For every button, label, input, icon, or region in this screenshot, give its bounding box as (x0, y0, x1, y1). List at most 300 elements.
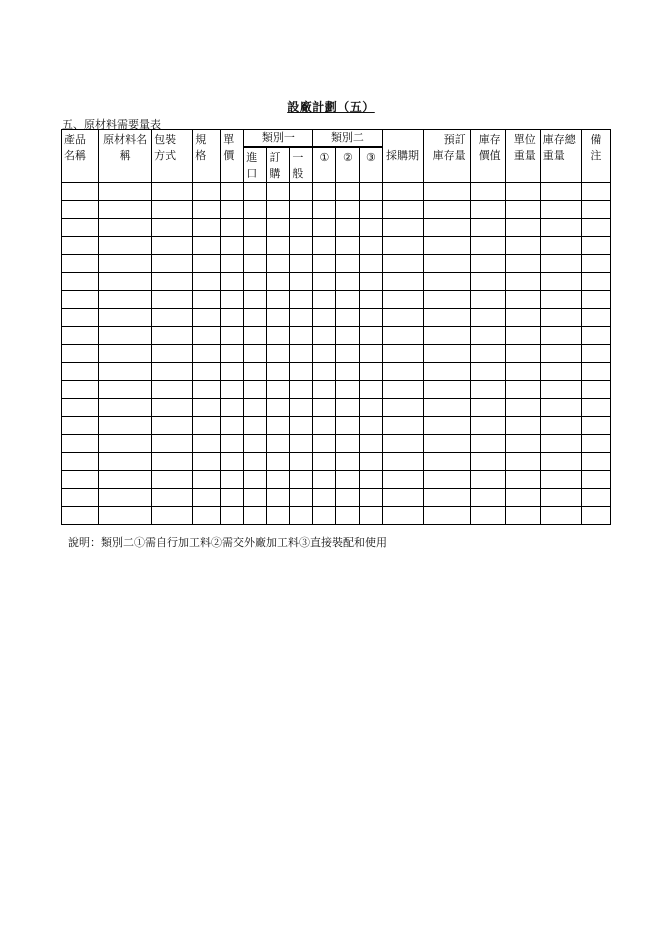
table-row (62, 201, 611, 219)
table-cell (505, 453, 540, 471)
table-cell (267, 237, 290, 255)
table-cell (267, 471, 290, 489)
table-cell (193, 219, 221, 237)
table-cell (244, 255, 267, 273)
table-cell (360, 255, 382, 273)
table-row (62, 381, 611, 399)
table-cell (193, 507, 221, 525)
table-cell (290, 381, 313, 399)
table-cell (313, 291, 336, 309)
table-cell (382, 309, 423, 327)
table-cell (313, 237, 336, 255)
table-cell (152, 201, 193, 219)
table-cell (360, 399, 382, 417)
table-cell (290, 201, 313, 219)
table-subtitle: 五、原材料需要量表 (62, 118, 161, 131)
table-cell (423, 417, 470, 435)
table-cell (221, 255, 244, 273)
table-cell (423, 471, 470, 489)
table-cell (221, 327, 244, 345)
table-cell (290, 309, 313, 327)
table-cell (62, 453, 99, 471)
table-cell (336, 219, 360, 237)
table-cell (313, 309, 336, 327)
table-cell (540, 345, 581, 363)
table-cell (99, 291, 152, 309)
table-cell (152, 435, 193, 453)
table-cell (423, 183, 470, 201)
table-cell (505, 417, 540, 435)
table-cell (313, 453, 336, 471)
table-cell (540, 309, 581, 327)
table-cell (244, 273, 267, 291)
table-cell (62, 489, 99, 507)
table-cell (152, 327, 193, 345)
table-cell (290, 417, 313, 435)
table-cell (360, 489, 382, 507)
table-cell (360, 417, 382, 435)
table-cell (505, 507, 540, 525)
table-cell (505, 489, 540, 507)
material-requirement-table (61, 129, 611, 525)
table-cell (423, 453, 470, 471)
table-cell (313, 507, 336, 525)
table-cell (152, 273, 193, 291)
table-cell (313, 435, 336, 453)
table-cell (336, 255, 360, 273)
table-cell (244, 363, 267, 381)
table-cell (336, 237, 360, 255)
table-note: 說明：類別二①需自行加工料②需交外廠加工料③直接裝配和使用 (68, 536, 387, 549)
table-cell (99, 345, 152, 363)
table-row (62, 291, 611, 309)
table-row (62, 237, 611, 255)
table-cell (221, 381, 244, 399)
table-cell (336, 201, 360, 219)
table-cell (336, 273, 360, 291)
table-cell (505, 219, 540, 237)
header-cat1-general: 一 般 (290, 148, 313, 183)
table-cell (290, 219, 313, 237)
table-cell (267, 291, 290, 309)
table-cell (423, 399, 470, 417)
table-cell (423, 291, 470, 309)
table-cell (221, 489, 244, 507)
table-cell (505, 345, 540, 363)
header-planned-stock: 預訂 庫存量 (423, 130, 470, 183)
table-cell (423, 381, 470, 399)
table-cell (290, 489, 313, 507)
table-cell (581, 435, 610, 453)
table-cell (152, 453, 193, 471)
table-cell (244, 417, 267, 435)
table-cell (382, 273, 423, 291)
table-cell (99, 399, 152, 417)
table-cell (382, 435, 423, 453)
table-cell (360, 219, 382, 237)
table-cell (336, 363, 360, 381)
table-cell (470, 471, 505, 489)
table-cell (505, 327, 540, 345)
table-cell (221, 273, 244, 291)
table-cell (99, 183, 152, 201)
table-cell (336, 381, 360, 399)
table-cell (581, 489, 610, 507)
header-category-1: 類別一 (244, 130, 313, 148)
table-cell (267, 201, 290, 219)
table-cell (360, 183, 382, 201)
table-cell (152, 471, 193, 489)
header-cat2-2: ② (336, 148, 360, 183)
table-cell (360, 237, 382, 255)
table-cell (267, 507, 290, 525)
table-cell (221, 201, 244, 219)
table-cell (193, 399, 221, 417)
table-cell (360, 471, 382, 489)
table-cell (540, 399, 581, 417)
table-cell (221, 399, 244, 417)
table-cell (152, 381, 193, 399)
table-cell (221, 291, 244, 309)
table-cell (540, 255, 581, 273)
table-cell (62, 183, 99, 201)
table-cell (290, 363, 313, 381)
table-cell (540, 291, 581, 309)
table-cell (505, 201, 540, 219)
table-cell (244, 345, 267, 363)
table-cell (505, 237, 540, 255)
table-cell (221, 237, 244, 255)
table-cell (470, 183, 505, 201)
table-cell (221, 363, 244, 381)
table-cell (99, 255, 152, 273)
header-purchase-period: 採購期 (382, 130, 423, 183)
table-cell (244, 435, 267, 453)
table-cell (505, 471, 540, 489)
table-cell (505, 309, 540, 327)
table-cell (244, 327, 267, 345)
header-cat2-1: ① (313, 148, 336, 183)
table-cell (470, 255, 505, 273)
table-cell (244, 489, 267, 507)
table-cell (423, 255, 470, 273)
table-cell (193, 381, 221, 399)
table-cell (540, 363, 581, 381)
table-cell (313, 363, 336, 381)
table-cell (313, 183, 336, 201)
table-cell (382, 291, 423, 309)
table-cell (581, 237, 610, 255)
table-cell (540, 237, 581, 255)
header-material-name: 原材料名 稱 (99, 130, 152, 183)
table-cell (313, 489, 336, 507)
table-cell (313, 255, 336, 273)
table-cell (470, 435, 505, 453)
table-cell (62, 309, 99, 327)
table-cell (267, 381, 290, 399)
table-cell (423, 327, 470, 345)
table-cell (313, 381, 336, 399)
table-cell (470, 345, 505, 363)
table-cell (152, 237, 193, 255)
table-cell (382, 399, 423, 417)
header-cat1-import: 進 口 (244, 148, 267, 183)
table-cell (423, 489, 470, 507)
table-cell (290, 435, 313, 453)
table-cell (193, 255, 221, 273)
table-cell (267, 219, 290, 237)
table-cell (99, 381, 152, 399)
table-cell (470, 201, 505, 219)
table-cell (360, 363, 382, 381)
table-cell (152, 219, 193, 237)
table-cell (360, 435, 382, 453)
table-cell (99, 363, 152, 381)
table-cell (267, 363, 290, 381)
table-cell (244, 183, 267, 201)
table-cell (244, 399, 267, 417)
table-row (62, 309, 611, 327)
table-cell (382, 453, 423, 471)
table-row (62, 399, 611, 417)
table-cell (470, 273, 505, 291)
header-cat1-order: 訂 購 (267, 148, 290, 183)
header-cat2-3: ③ (360, 148, 382, 183)
table-row (62, 471, 611, 489)
table-cell (581, 399, 610, 417)
table-cell (221, 435, 244, 453)
table-cell (244, 219, 267, 237)
table-cell (313, 345, 336, 363)
table-cell (193, 201, 221, 219)
table-cell (470, 489, 505, 507)
table-cell (221, 183, 244, 201)
table-cell (382, 363, 423, 381)
table-cell (382, 255, 423, 273)
table-cell (62, 201, 99, 219)
table-cell (470, 291, 505, 309)
table-cell (382, 327, 423, 345)
table-cell (290, 471, 313, 489)
header-total-weight: 庫存總 重量 (540, 130, 581, 183)
table-cell (267, 453, 290, 471)
table-cell (152, 507, 193, 525)
table-cell (470, 453, 505, 471)
table-cell (152, 363, 193, 381)
table-cell (267, 255, 290, 273)
table-cell (99, 417, 152, 435)
table-cell (193, 453, 221, 471)
table-cell (313, 417, 336, 435)
table-cell (382, 471, 423, 489)
table-cell (336, 453, 360, 471)
table-row (62, 417, 611, 435)
table-cell (581, 381, 610, 399)
table-row (62, 219, 611, 237)
table-cell (505, 273, 540, 291)
table-cell (99, 273, 152, 291)
table-cell (360, 453, 382, 471)
table-cell (470, 309, 505, 327)
table-cell (540, 273, 581, 291)
table-cell (360, 327, 382, 345)
table-cell (267, 345, 290, 363)
table-cell (423, 273, 470, 291)
header-unit-price: 單 價 (221, 130, 244, 183)
table-cell (99, 471, 152, 489)
table-cell (382, 183, 423, 201)
table-cell (99, 489, 152, 507)
table-cell (336, 291, 360, 309)
table-cell (313, 219, 336, 237)
table-cell (581, 363, 610, 381)
table-cell (290, 507, 313, 525)
table-cell (290, 255, 313, 273)
header-packaging: 包裝 方式 (152, 130, 193, 183)
table-cell (540, 381, 581, 399)
table-cell (313, 471, 336, 489)
document-title: 設廠計劃（五） (287, 100, 375, 114)
table-cell (540, 489, 581, 507)
table-cell (423, 237, 470, 255)
table-cell (244, 507, 267, 525)
table-cell (581, 471, 610, 489)
table-cell (244, 453, 267, 471)
table-cell (244, 201, 267, 219)
table-cell (152, 399, 193, 417)
table-cell (581, 507, 610, 525)
table-cell (267, 435, 290, 453)
table-cell (193, 471, 221, 489)
table-cell (99, 219, 152, 237)
table-cell (313, 273, 336, 291)
table-cell (540, 327, 581, 345)
table-cell (382, 345, 423, 363)
table-cell (360, 291, 382, 309)
table-cell (99, 237, 152, 255)
table-cell (62, 471, 99, 489)
table-cell (62, 435, 99, 453)
table-cell (193, 489, 221, 507)
table-cell (336, 183, 360, 201)
table-cell (470, 417, 505, 435)
table-cell (505, 399, 540, 417)
table-cell (290, 273, 313, 291)
table-row (62, 489, 611, 507)
header-spec: 規 格 (193, 130, 221, 183)
table-cell (193, 237, 221, 255)
table-cell (360, 507, 382, 525)
table-cell (313, 201, 336, 219)
table-cell (540, 471, 581, 489)
table-cell (581, 453, 610, 471)
table-cell (152, 417, 193, 435)
table-cell (62, 255, 99, 273)
header-unit-weight: 單位 重量 (505, 130, 540, 183)
table-row (62, 435, 611, 453)
table-row (62, 345, 611, 363)
table-cell (423, 309, 470, 327)
table-cell (62, 327, 99, 345)
table-cell (581, 345, 610, 363)
table-cell (581, 291, 610, 309)
table-cell (540, 219, 581, 237)
table-cell (423, 507, 470, 525)
table-cell (290, 291, 313, 309)
table-cell (581, 309, 610, 327)
table-cell (290, 453, 313, 471)
table-cell (221, 471, 244, 489)
table-cell (152, 183, 193, 201)
table-cell (505, 291, 540, 309)
header-category-2: 類別二 (313, 130, 382, 148)
header-product-name: 產品 名稱 (62, 130, 99, 183)
table-cell (99, 453, 152, 471)
table-cell (540, 453, 581, 471)
table-row (62, 255, 611, 273)
table-cell (244, 381, 267, 399)
table-cell (290, 327, 313, 345)
table-cell (382, 417, 423, 435)
table-cell (62, 291, 99, 309)
table-cell (62, 345, 99, 363)
table-row (62, 453, 611, 471)
table-cell (470, 219, 505, 237)
table-cell (244, 237, 267, 255)
table-cell (193, 273, 221, 291)
table-cell (505, 255, 540, 273)
table-cell (540, 435, 581, 453)
table-cell (62, 219, 99, 237)
table-cell (193, 183, 221, 201)
table-cell (152, 255, 193, 273)
table-cell (505, 363, 540, 381)
table-cell (99, 201, 152, 219)
table-cell (193, 327, 221, 345)
table-cell (470, 507, 505, 525)
table-cell (267, 309, 290, 327)
table-cell (99, 327, 152, 345)
table-cell (581, 327, 610, 345)
table-cell (313, 399, 336, 417)
table-cell (360, 201, 382, 219)
table-cell (540, 417, 581, 435)
table-cell (336, 471, 360, 489)
table-cell (382, 507, 423, 525)
table-cell (336, 399, 360, 417)
table-row (62, 183, 611, 201)
table-cell (152, 489, 193, 507)
table-cell (423, 219, 470, 237)
table-cell (152, 345, 193, 363)
table-cell (244, 471, 267, 489)
table-cell (62, 237, 99, 255)
header-stock-value: 庫存 價值 (470, 130, 505, 183)
table-cell (62, 381, 99, 399)
table-cell (360, 273, 382, 291)
table-cell (470, 327, 505, 345)
table-cell (581, 273, 610, 291)
table-row (62, 273, 611, 291)
table-cell (423, 201, 470, 219)
table-row (62, 363, 611, 381)
table-cell (62, 363, 99, 381)
header-remarks: 備 注 (581, 130, 610, 183)
table-cell (193, 417, 221, 435)
table-cell (540, 183, 581, 201)
table-row (62, 507, 611, 525)
table-cell (193, 363, 221, 381)
